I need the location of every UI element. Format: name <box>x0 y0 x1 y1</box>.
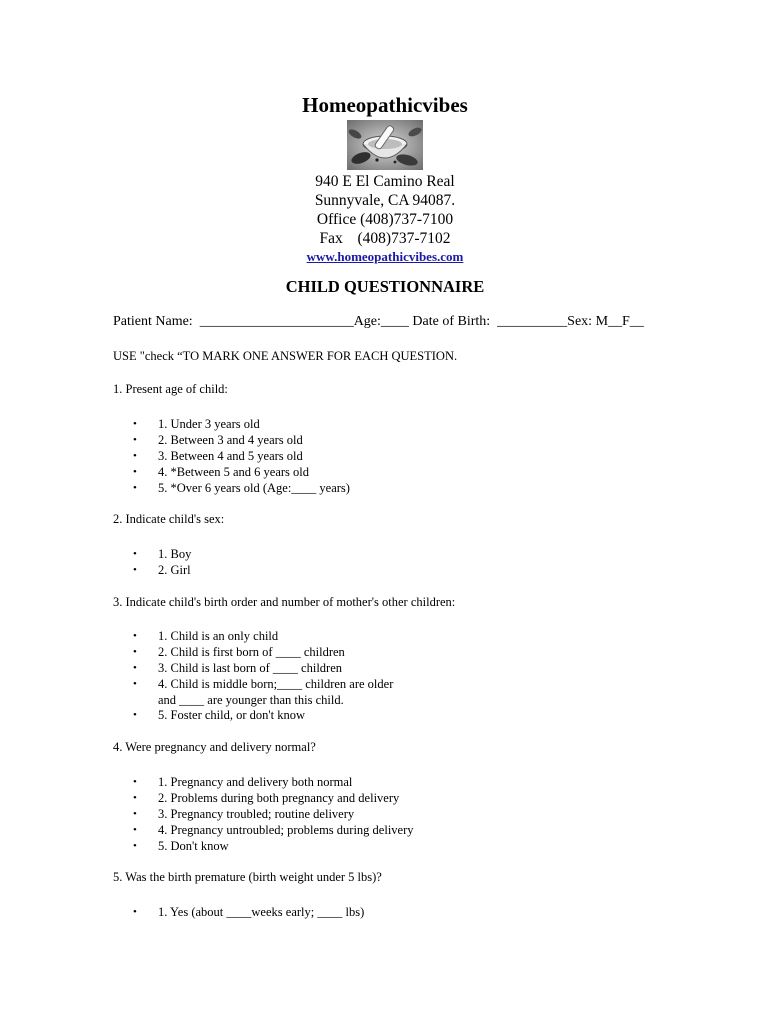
option-label: 2. Problems during both pregnancy and delivery <box>158 791 400 805</box>
question-3: 3. Indicate child's birth order and number of mother's other children: <box>113 595 456 609</box>
address-city: Sunnyvale, CA 94087. <box>314 192 456 209</box>
clinic-address <box>0 172 770 248</box>
fax-number: (408)737-7102 <box>357 230 451 247</box>
list-item[interactable] <box>0 790 414 806</box>
bullet-icon: • <box>133 808 137 820</box>
list-item[interactable] <box>0 480 350 496</box>
list-item[interactable] <box>0 416 350 432</box>
bullet-icon: • <box>133 450 137 462</box>
bullet-icon: • <box>133 434 137 446</box>
bullet-icon: • <box>133 662 137 674</box>
option-label: 1. Child is an only child <box>158 629 279 643</box>
option-label: 3. Between 4 and 5 years old <box>158 449 303 463</box>
option-label: 4. Pregnancy untroubled; problems during delivery <box>158 823 414 837</box>
clinic-header <box>0 92 770 266</box>
option-label: 2. Child is first born of ____ children <box>158 645 345 659</box>
bullet-icon: • <box>133 678 137 690</box>
list-item[interactable] <box>0 562 191 578</box>
option-label: 1. Boy <box>158 547 192 561</box>
option-label: 3. Child is last born of ____ children <box>158 661 343 675</box>
list-item[interactable] <box>0 432 350 448</box>
option-label-continuation: and ____ are younger than this child. <box>158 693 344 707</box>
option-label: 1. Under 3 years old <box>158 417 260 431</box>
list-item[interactable] <box>0 546 191 562</box>
question-5-options <box>0 904 364 920</box>
question-4: 4. Were pregnancy and delivery normal? <box>113 740 316 754</box>
option-label: 1. Yes (about ____weeks early; ____ lbs) <box>158 905 365 919</box>
fax-label: Fax <box>319 230 343 247</box>
fax-line <box>0 229 770 248</box>
question-1: 1. Present age of child: <box>113 382 228 396</box>
option-label: 3. Pregnancy troubled; routine delivery <box>158 807 355 821</box>
list-item[interactable] <box>0 822 414 838</box>
option-label: 2. Between 3 and 4 years old <box>158 433 303 447</box>
bullet-icon: • <box>133 630 137 642</box>
option-label: 1. Pregnancy and delivery both normal <box>158 775 353 789</box>
patient-info-line: Patient Name: ______________________Age:____ Date of Birth: __________Sex: M__F__ <box>113 314 644 329</box>
instructions-text: USE "check “TO MARK ONE ANSWER FOR EACH QUESTION. <box>113 349 458 363</box>
option-label: 2. Girl <box>158 563 191 577</box>
list-item[interactable] <box>0 904 364 920</box>
option-label: 5. *Over 6 years old (Age:____ years) <box>158 481 350 495</box>
bullet-icon: • <box>133 564 137 576</box>
list-item[interactable] <box>0 838 414 854</box>
office-phone: Office (408)737-7100 <box>316 211 454 228</box>
list-item[interactable] <box>0 676 393 707</box>
bullet-icon: • <box>133 548 137 560</box>
bullet-icon: • <box>133 906 137 918</box>
question-2-options <box>0 546 191 578</box>
list-item[interactable] <box>0 660 393 676</box>
bullet-icon: • <box>133 482 137 494</box>
list-item[interactable] <box>0 774 414 790</box>
form-title: CHILD QUESTIONNAIRE <box>285 277 485 296</box>
option-label: 4. Child is middle born;____ children are older <box>158 677 394 691</box>
question-3-options <box>0 628 393 723</box>
list-item[interactable] <box>0 628 393 644</box>
option-label: 4. *Between 5 and 6 years old <box>158 465 310 479</box>
website-link[interactable]: www.homeopathicvibes.com <box>306 249 464 264</box>
bullet-icon: • <box>133 646 137 658</box>
list-item[interactable] <box>0 644 393 660</box>
mortar-and-pestle-logo-icon <box>347 120 423 170</box>
question-2: 2. Indicate child's sex: <box>113 512 225 526</box>
list-item[interactable] <box>0 707 393 723</box>
question-1-options <box>0 416 350 496</box>
list-item[interactable] <box>0 448 350 464</box>
bullet-icon: • <box>133 418 137 430</box>
option-label: 5. Don't know <box>158 839 229 853</box>
question-4-options <box>0 774 414 854</box>
address-street: 940 E El Camino Real <box>315 173 455 190</box>
list-item[interactable] <box>0 464 350 480</box>
question-5: 5. Was the birth premature (birth weight under 5 lbs)? <box>113 870 382 884</box>
bullet-icon: • <box>133 824 137 836</box>
brand-name: Homeopathicvibes <box>302 93 468 117</box>
bullet-icon: • <box>133 776 137 788</box>
bullet-icon: • <box>133 840 137 852</box>
bullet-icon: • <box>133 709 137 721</box>
list-item[interactable] <box>0 806 414 822</box>
option-label: 5. Foster child, or don't know <box>158 708 306 722</box>
bullet-icon: • <box>133 792 137 804</box>
bullet-icon: • <box>133 466 137 478</box>
